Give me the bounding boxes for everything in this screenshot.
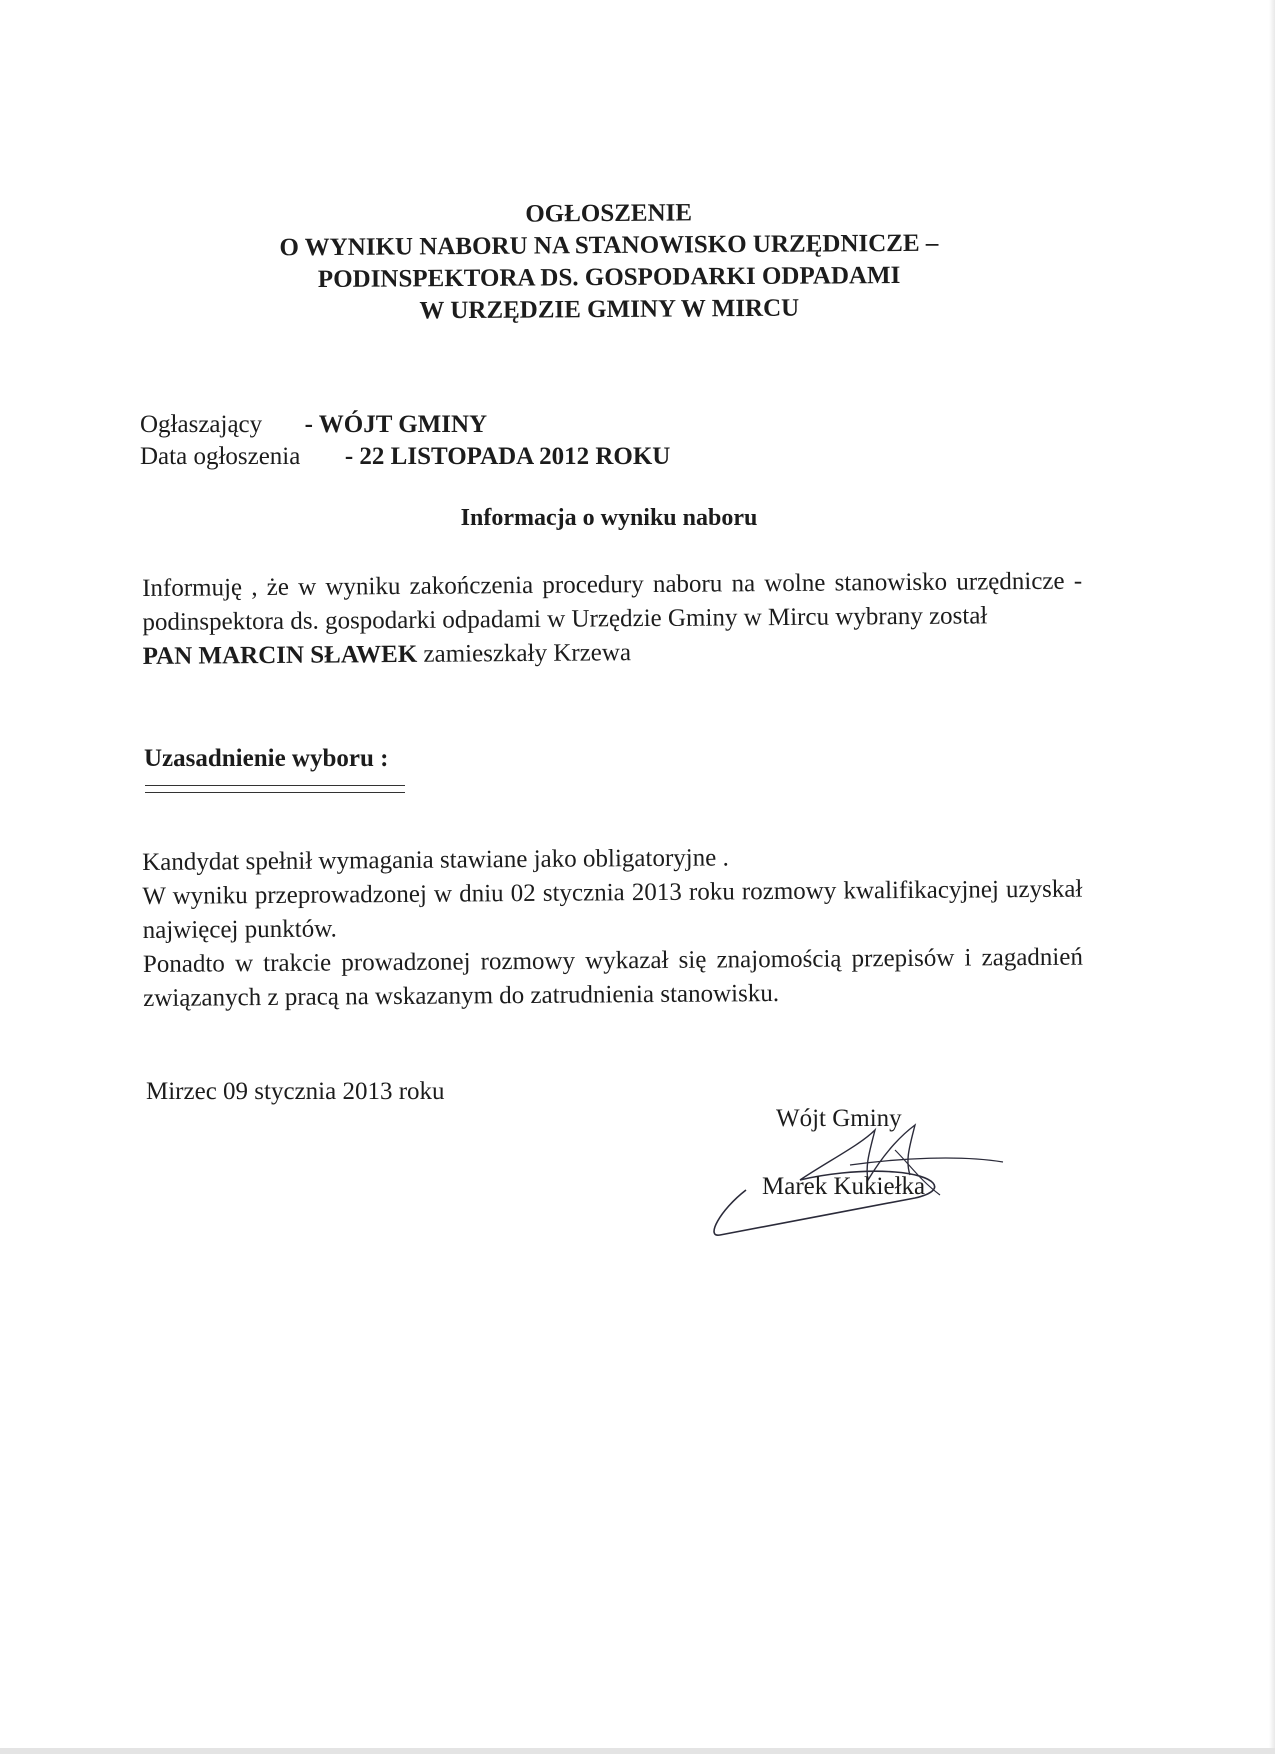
heading-double-underline <box>145 785 405 793</box>
justification-paragraph <box>142 839 1083 1016</box>
justification-heading: Uzasadnienie wyboru : <box>144 745 389 772</box>
info-paragraph <box>142 565 1083 674</box>
title-line-1: OGŁOSZENIE <box>525 199 693 228</box>
selected-candidate-name: PAN MARCIN SŁAWEK <box>142 640 418 670</box>
selected-candidate-residence: zamieszkały Krzewa <box>423 639 632 668</box>
title-line-3: PODINSPEKTORA DS. GOSPODARKI ODPADAMI <box>317 261 901 294</box>
title-line-4: W URZĘDZIE GMINY W MIRCU <box>419 294 800 325</box>
title-line-2: O WYNIKU NABORU NA STANOWISKO URZĘDNICZE – <box>279 229 939 262</box>
signatory-name: Marek Kukiełka <box>762 1173 926 1200</box>
scan-edge-shadow <box>1269 0 1275 1754</box>
justification-line-3: Ponadto w trakcie prowadzonej rozmowy wykazał się znajomością przepisów i zagadnień związanych z pracą na wskazanym do zatrudnienia stanowisku. <box>142 943 1084 1012</box>
scan-bottom-edge <box>0 1748 1275 1754</box>
info-text: Informuję , że w wyniku zakończenia procedury naboru na wolne stanowisko urzędnicze - podinspektora ds. gospodarki odpadami w Urzędzie Gminy w Mircu wybrany został <box>142 567 1083 636</box>
document-title <box>0 194 1218 331</box>
justification-line-2: W wyniku przeprowadzonej w dniu 02 stycznia 2013 roku rozmowy kwalifikacyjnej uzyskał najwięcej punktów. <box>142 875 1083 944</box>
announcer-row <box>140 409 487 441</box>
announcement-date-row <box>140 441 670 473</box>
justification-line-1: Kandydat spełnił wymagania stawiane jako obligatoryjne . <box>142 844 729 876</box>
place-and-date: Mirzec 09 stycznia 2013 roku <box>146 1078 445 1105</box>
signatory-title: Wójt Gminy <box>776 1105 902 1132</box>
announcer-label: Ogłaszający <box>140 411 263 438</box>
date-value: - 22 LISTOPADA 2012 ROKU <box>344 443 671 470</box>
info-heading: Informacja o wyniku naboru <box>460 505 758 531</box>
date-label: Data ogłoszenia <box>140 443 301 470</box>
announcer-value: - WÓJT GMINY <box>304 411 488 438</box>
